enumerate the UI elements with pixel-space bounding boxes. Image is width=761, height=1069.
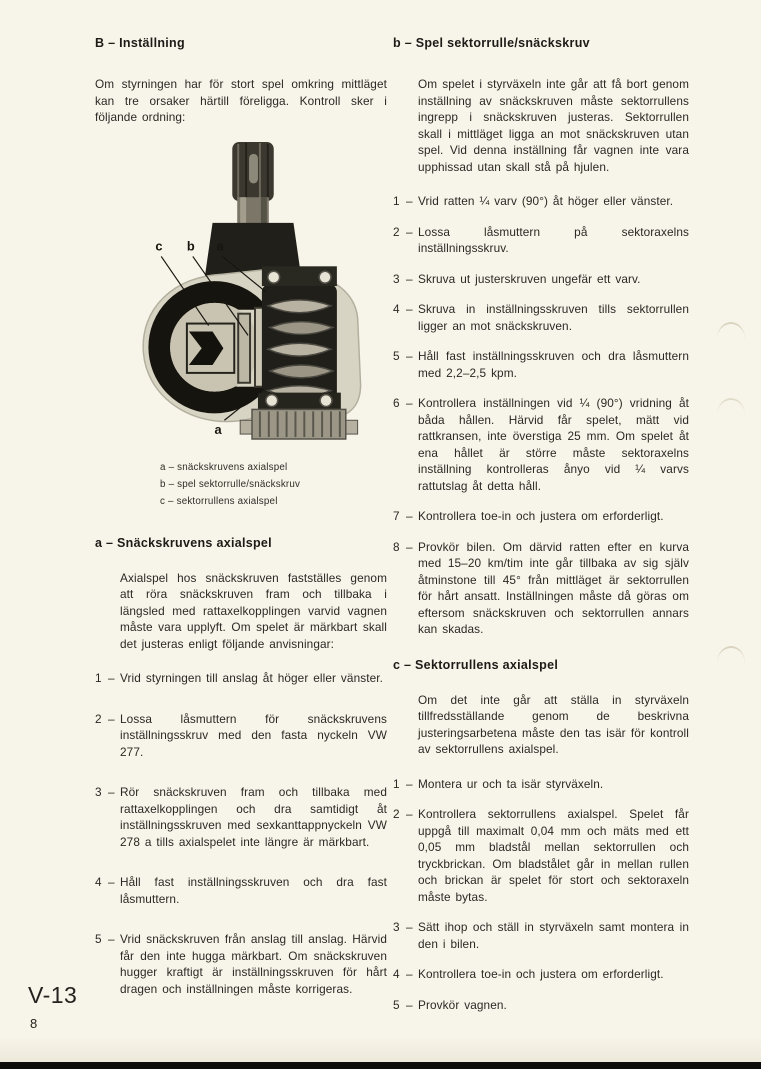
step-item (393, 193, 689, 210)
step-item (393, 508, 689, 525)
step-number: 3 (393, 920, 400, 934)
step-text: Håll fast inställningsskruven och dra fast låsmuttern. (120, 875, 387, 906)
figure-label-c: c (155, 238, 163, 254)
step-item (393, 539, 689, 638)
step-text: Lossa låsmuttern för snäckskruvens inställningsskruv med den fasta nyckeln VW 277. (120, 711, 387, 759)
step-number: 2 (95, 711, 102, 726)
step-text: Kontrollera toe-in och justera om erforderligt. (418, 509, 664, 523)
figure-label-a-top: a (216, 238, 224, 254)
step-number: 2 (393, 807, 400, 821)
section-heading-a-snackskruvens-axialspel: a – Snäckskruvens axialspel (95, 535, 272, 550)
step-dash: – (108, 711, 115, 726)
step-dash: – (406, 807, 413, 821)
figure-label-a-bottom: a (214, 421, 222, 437)
step-dash: – (406, 271, 413, 286)
step-item (393, 776, 689, 793)
step-item (393, 997, 689, 1014)
step-item (393, 271, 689, 288)
step-number: 1 (393, 776, 400, 791)
step-dash: – (406, 967, 413, 981)
step-item (95, 931, 387, 997)
step-number: 2 (393, 224, 400, 239)
step-dash: – (108, 785, 115, 799)
step-text: Kontrollera inställningen vid ¼ (90°) vridning åt båda hållen. Härvid får spelet, mätt vid rattkransen, inte överstiga 25 mm. Om spelet åt ena hållet är större måste sektoraxelns inställning kontrolleras ånyo vid ¼ varvs rattutslag åt detta håll. (418, 396, 689, 493)
figure-label-b: b (186, 238, 195, 254)
step-dash: – (406, 194, 413, 208)
step-dash: – (406, 224, 413, 239)
page-number: 8 (30, 1016, 38, 1031)
section-c-steps (393, 776, 689, 1014)
step-text: Lossa låsmuttern på sektoraxelns inställningsskruv. (418, 224, 689, 255)
caption-line-c: c – sektorrullens axialspel (160, 495, 278, 507)
step-number: 5 (95, 932, 102, 946)
step-number: 5 (393, 349, 400, 363)
caption-line-b: b – spel sektorrulle/snäckskruv (160, 478, 301, 490)
step-item (95, 711, 387, 761)
step-item (95, 784, 387, 850)
section-b2-intro: Om spelet i styrväxeln inte går att få bort genom inställning av snäckskruven måste sektorrullens ingrepp i snäckskruven justeras. Sektorrullen skall i mittläget ligga an mot snäckskruven utan spel. Vid denna inställning får vagnen inte vara upphissad utan skall stå på hjulen. (418, 77, 689, 174)
step-item (393, 348, 689, 381)
step-number: 1 (393, 194, 400, 208)
section-b-intro: Om styrningen har för stort spel omkring mittläget kan tre orsaker härtill föreligga. Kontroll sker i följande ordning: (95, 77, 387, 124)
section-c-intro: Om det inte går att ställa in styrväxeln tillfredsställande genom de beskrivna justeringsarbetena måste den tas isär för kontroll av sektorrullens axialspel. (418, 692, 689, 756)
section-heading-b-installning: B – Inställning (95, 36, 185, 50)
section-a-intro: Axialspel hos snäckskruven fastställes genom att röra snäckskruven fram och tillbaka i längsled med rattaxelkopplingen varvid vagnen måste vara upplyft. Om spelet är märkbart skall det justeras enligt följande anvisningar: (120, 570, 387, 651)
step-dash: – (406, 349, 413, 363)
step-number: 4 (393, 302, 400, 316)
step-text: Provkör vagnen. (418, 997, 507, 1012)
step-number: 4 (393, 967, 400, 981)
steering-gear-cutaway-illustration (128, 140, 380, 440)
step-item (393, 806, 689, 905)
step-number: 6 (393, 396, 400, 410)
output-spline-collar (240, 409, 357, 439)
step-text: Sätt ihop och ställ in styrväxeln samt montera in den i bilen. (418, 920, 689, 951)
page-footer (28, 982, 77, 1031)
worm-gear (262, 284, 337, 402)
step-dash: – (406, 302, 413, 316)
step-dash: – (406, 539, 413, 554)
step-dash: – (406, 509, 413, 523)
step-item (95, 670, 387, 687)
step-item (393, 966, 689, 983)
step-text: Provkör bilen. Om därvid ratten efter en kurva med 15–20 km/tim inte går tillbaka av sig själv åtminstone till 45° från mittläget är sektorrullen för hårt ansatt. Inställningen måste då göras om eftersom snäckskruven och sektorrullen annars kan skadas. (418, 539, 689, 636)
step-item (393, 919, 689, 952)
step-text: Vrid styrningen till anslag åt höger eller vänster. (120, 671, 384, 685)
step-item (393, 395, 689, 494)
step-text: Vrid snäckskruven från anslag till anslag. Härvid får den inte hugga märkbart. Om snäckskruven hugger kraftigt är inställningsskruven för hårt dragen och inställningen måste korrigeras. (120, 932, 387, 996)
step-number: 3 (393, 271, 400, 286)
scan-edge-bar (0, 1062, 761, 1069)
step-number: 5 (393, 997, 400, 1012)
step-dash: – (108, 875, 115, 889)
section-a-steps (95, 670, 387, 997)
step-dash: – (406, 997, 413, 1012)
upper-bearing (262, 266, 337, 286)
scan-shadow (0, 1036, 761, 1062)
step-number: 1 (95, 671, 102, 685)
left-column (95, 36, 387, 1021)
step-text: Skruva ut justerskruven ungefär ett varv. (418, 271, 641, 286)
caption-line-a: a – snäckskruvens axialspel (160, 461, 288, 473)
step-number: 3 (95, 785, 102, 799)
punch-hole-shadow (717, 398, 745, 415)
step-text: Håll fast inställningsskruven och dra låsmuttern med 2,2–2,5 kpm. (418, 349, 689, 380)
section-heading-b-spel-sektorrulle: b – Spel sektorrulle/snäckskruv (393, 36, 590, 50)
punch-hole-shadow (717, 646, 745, 663)
step-item (95, 874, 387, 907)
step-dash: – (108, 932, 115, 946)
step-dash: – (406, 396, 413, 410)
step-number: 4 (95, 875, 102, 889)
step-text: Kontrollera sektorrullens axialspel. Spelet får uppgå till maximalt 0,04 mm och mäts med ett 0,05 mm bladstål mellan sektorrullen och tryckbrickan. Om bladstålet går in mellan rullen och brickan är spelet för stort och sektoraxeln måste bytas. (418, 807, 689, 904)
step-text: Montera ur och ta isär styrväxeln. (418, 776, 604, 791)
figure-caption (160, 459, 387, 510)
step-text: Kontrollera toe-in och justera om erforderligt. (418, 967, 664, 981)
section-b2-steps (393, 193, 689, 638)
section-heading-c-sektorrullens-axialspel: c – Sektorrullens axialspel (393, 657, 559, 672)
step-dash: – (108, 671, 115, 685)
steering-gear-figure (128, 140, 380, 445)
step-text: Skruva in inställningsskruven tills sektorrullen ligger an mot snäckskruven. (418, 302, 689, 333)
punch-hole-shadow (717, 322, 745, 339)
step-text: Rör snäckskruven fram och tillbaka med rattaxelkopplingen och dra samtidigt åt inställningsskruven med sexkanttappnyckeln VW 278 a tills axialspelet inte längre är märkbart. (120, 785, 387, 849)
step-text: Vrid ratten ¼ varv (90°) åt höger eller vänster. (418, 194, 674, 208)
step-dash: – (406, 776, 413, 791)
step-number: 8 (393, 539, 400, 554)
lower-bearing (258, 392, 341, 409)
right-column (393, 36, 689, 1027)
step-dash: – (406, 920, 413, 934)
step-item (393, 301, 689, 334)
step-number: 7 (393, 509, 400, 523)
step-item (393, 224, 689, 257)
section-code: V-13 (28, 982, 78, 1008)
